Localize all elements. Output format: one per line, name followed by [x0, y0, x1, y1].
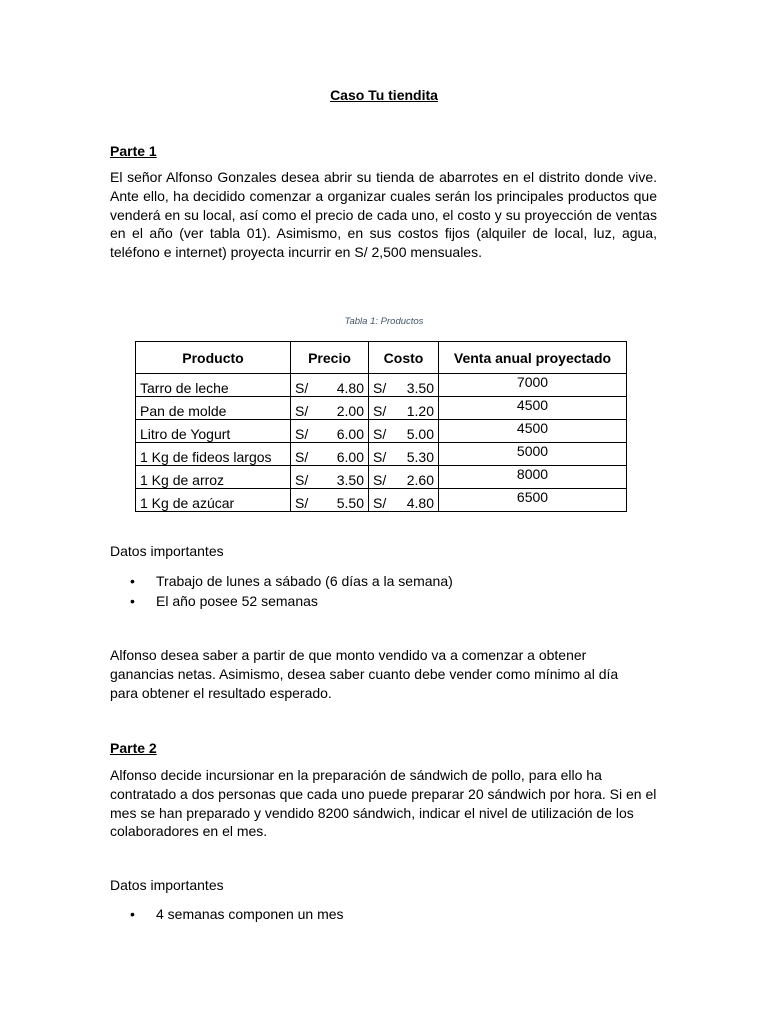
cell-precio — [291, 443, 369, 466]
table-row — [136, 374, 627, 397]
currency-symbol: S/ — [373, 449, 387, 465]
costo-value: 5.30 — [406, 449, 434, 465]
part1-heading: Parte 1 — [110, 143, 157, 159]
venta-value: 8000 — [516, 466, 549, 482]
costo-value: 5.00 — [406, 426, 434, 442]
table-row — [136, 420, 627, 443]
table-row — [136, 489, 627, 512]
cell-producto — [136, 397, 291, 420]
currency-symbol: S/ — [295, 426, 309, 442]
cell-producto — [136, 374, 291, 397]
part2-bullet-list — [130, 904, 344, 924]
currency-symbol: S/ — [295, 380, 309, 396]
costo-value: 2.60 — [406, 472, 434, 488]
producto-text: Pan de molde — [140, 403, 227, 419]
cell-precio — [291, 397, 369, 420]
producto-text: Litro de Yogurt — [140, 426, 231, 442]
cell-costo — [369, 443, 439, 466]
producto-text: 1 Kg de azúcar — [140, 495, 235, 511]
table-row — [136, 443, 627, 466]
cell-producto — [136, 443, 291, 466]
bullet-icon: • — [130, 573, 135, 589]
precio-value: 2.00 — [336, 403, 364, 419]
currency-symbol: S/ — [373, 426, 387, 442]
venta-value: 4500 — [516, 397, 549, 413]
cell-costo — [369, 466, 439, 489]
cell-venta — [439, 443, 627, 466]
cell-precio — [291, 489, 369, 512]
cell-precio — [291, 466, 369, 489]
table-row — [136, 466, 627, 489]
table-row — [136, 397, 627, 420]
currency-symbol: S/ — [373, 472, 387, 488]
currency-symbol: S/ — [295, 472, 309, 488]
header-precio: Precio — [291, 342, 369, 374]
venta-value: 4500 — [516, 420, 549, 436]
cell-producto — [136, 420, 291, 443]
bullet-item — [130, 571, 453, 591]
cell-venta — [439, 374, 627, 397]
currency-symbol: S/ — [295, 495, 309, 511]
cell-venta — [439, 420, 627, 443]
bullet-icon: • — [130, 906, 135, 922]
precio-value: 6.00 — [336, 426, 364, 442]
cell-precio — [291, 420, 369, 443]
part2-paragraph: Alfonso decide incursionar en la preparación de sándwich de pollo, para ello ha contratado a dos personas que cada uno puede preparar 20 sándwich por hora. Si en el mes se han preparado y vendido 8200 sándwich, indicar el nivel de utilización de los colaboradores en el mes. — [110, 767, 657, 840]
header-producto: Producto — [136, 342, 291, 374]
currency-symbol: S/ — [373, 495, 387, 511]
cell-costo — [369, 374, 439, 397]
document-title: Caso Tu tiendita — [330, 87, 438, 103]
part1-question: Alfonso desea saber a partir de que monto vendido va a comenzar a obtener ganancias netas. Asimismo, desea saber cuanto debe vender como mínimo al día para obtener el resultado esperado. — [110, 647, 619, 701]
table-caption: Tabla 1: Productos — [344, 316, 424, 327]
header-venta: Venta anual proyectado — [439, 342, 627, 374]
venta-value: 7000 — [516, 374, 549, 390]
cell-producto — [136, 466, 291, 489]
table-body — [136, 374, 627, 512]
cell-precio — [291, 374, 369, 397]
producto-text: 1 Kg de arroz — [140, 472, 225, 488]
header-costo: Costo — [369, 342, 439, 374]
cell-producto — [136, 489, 291, 512]
table-header-row — [136, 342, 627, 374]
costo-value: 1.20 — [406, 403, 434, 419]
part2-heading: Parte 2 — [110, 740, 157, 756]
costo-value: 4.80 — [406, 495, 434, 511]
part1-bullet-list — [130, 571, 453, 611]
cell-costo — [369, 397, 439, 420]
venta-value: 5000 — [516, 443, 549, 459]
producto-text: 1 Kg de fideos largos — [140, 449, 272, 465]
precio-value: 6.00 — [336, 449, 364, 465]
part1-datos-label: Datos importantes — [110, 543, 224, 559]
bullet-text: Trabajo de lunes a sábado (6 días a la semana) — [156, 573, 453, 589]
producto-text: Tarro de leche — [140, 380, 229, 396]
costo-value: 3.50 — [406, 380, 434, 396]
cell-venta — [439, 466, 627, 489]
bullet-item — [130, 904, 344, 924]
bullet-item — [130, 591, 453, 611]
bullet-icon: • — [130, 593, 135, 609]
part2-datos-label: Datos importantes — [110, 877, 224, 893]
products-table — [135, 341, 627, 512]
cell-costo — [369, 489, 439, 512]
precio-value: 5.50 — [336, 495, 364, 511]
currency-symbol: S/ — [295, 449, 309, 465]
precio-value: 4.80 — [336, 380, 364, 396]
currency-symbol: S/ — [295, 403, 309, 419]
venta-value: 6500 — [516, 489, 549, 505]
precio-value: 3.50 — [336, 472, 364, 488]
part1-paragraph: El señor Alfonso Gonzales desea abrir su tienda de abarrotes en el distrito donde vive. Ante ello, ha decidido comenzar a organizar cuales serán los principales productos que venderá en su local, así como el precio de cada uno, el costo y su proyección de ventas en el año (ver tabla 01). Asimismo, en sus costos fijos (alquiler de local, luz, agua, teléfono e internet) proyecta incurrir en S/ 2,500 mensuales. — [110, 169, 657, 261]
cell-costo — [369, 420, 439, 443]
cell-venta — [439, 397, 627, 420]
bullet-text: 4 semanas componen un mes — [156, 906, 344, 922]
currency-symbol: S/ — [373, 403, 387, 419]
bullet-text: El año posee 52 semanas — [156, 593, 318, 609]
cell-venta — [439, 489, 627, 512]
currency-symbol: S/ — [373, 380, 387, 396]
